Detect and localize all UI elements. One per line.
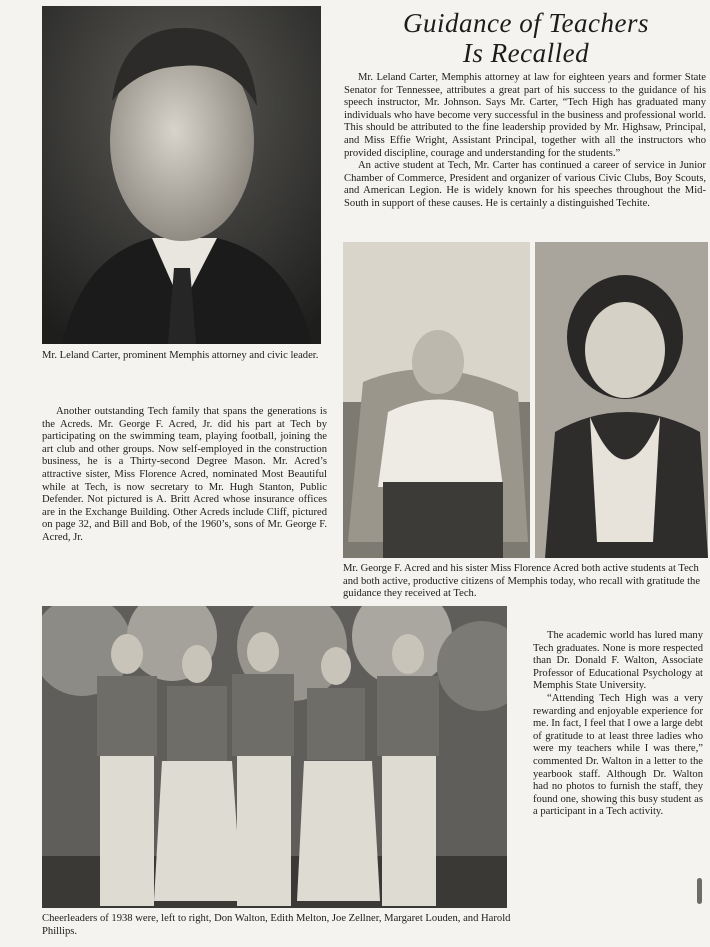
carter-article xyxy=(344,72,706,211)
carter-portrait-photo xyxy=(42,6,321,344)
acred-article xyxy=(42,406,327,545)
walton-article-paragraph: The academic world has lured many Tech graduates. None is more respected than Dr. Donald F. Walton, Associate Professor of Educational Psychology at Memphis State University. xyxy=(533,630,703,692)
florence-acred-photo xyxy=(535,242,708,558)
cheerleaders-1938-photo xyxy=(42,606,507,908)
headline-line-1: Guidance of Teachers xyxy=(403,8,649,38)
carter-article-paragraph: Mr. Leland Carter, Memphis attorney at law for eighteen years and former State Senator for Tennessee, attributes a great part of his success to the guidance of his speech instructor, Mr. Johnson. Says Mr. Carter, “Tech High has graduated many individuals who have become very successful in the business and professional world. This should be attributed to the fine leadership provided by Mr. Highsaw, Principal, and Miss Effie Wright, Assistant Principal, together with all the instructors who provided discipline, courage and understanding for the students.” xyxy=(344,72,706,159)
walton-article xyxy=(533,630,703,819)
acred-article-paragraph: Another outstanding Tech family that spans the generations is the Acreds. Mr. George F. Acred, Jr. did his part at Tech by participating on the swimming team, playing football, joining the art club and other groups. Now self-employed in the construction business, he is a Thirty-second Degree Mason. Mr. Acred’s attractive sister, Miss Florence Acred, nominated Most Beautiful while at Tech, is now secretary to Mr. Hugh Stanton, Public Defender. Not pictured is A. Britt Acred whose insurance offices are in the Exchange Building. Other Acreds include Cliff, pictured on page 32, and Bill and Bob, of the 1960’s, sons of Mr. George F. Acred, Jr. xyxy=(42,406,327,543)
headline-line-2: Is Recalled xyxy=(462,38,590,68)
cheerleaders-caption: Cheerleaders of 1938 were, left to right, Don Walton, Edith Melton, Joe Zellner, Margaret Louden, and Harold Phillips. xyxy=(42,913,511,937)
page-edge-mark xyxy=(697,878,702,904)
acred-photos-caption: Mr. George F. Acred and his sister Miss Florence Acred both active students at Tech and both active, productive citizens of Memphis today, who recall with gratitude the guidance they received at Tech. xyxy=(343,563,701,600)
page-headline xyxy=(344,8,708,68)
carter-article-paragraph: An active student at Tech, Mr. Carter has continued a career of service in Junior Chamber of Commerce, President and organizer of various Civic Clubs, Boy Scouts, and American Legion. He is widely known for his speeches throughout the Mid-South in support of these causes. He is certainly a distinguished Techite. xyxy=(344,160,706,209)
walton-article-paragraph: “Attending Tech High was a very rewarding and enjoyable experience for me. In fact, I feel that I owe a large debt of gratitude to at least three ladies who were my teachers while I was there,” commented Dr. Walton in a letter to the yearbook staff. Although Dr. Walton had no photos to furnish the staff, they found one, showing this busy student as a participant in a Tech activity. xyxy=(533,692,703,818)
george-acred-photo xyxy=(343,242,530,558)
carter-photo-caption: Mr. Leland Carter, prominent Memphis attorney and civic leader. xyxy=(42,350,319,361)
